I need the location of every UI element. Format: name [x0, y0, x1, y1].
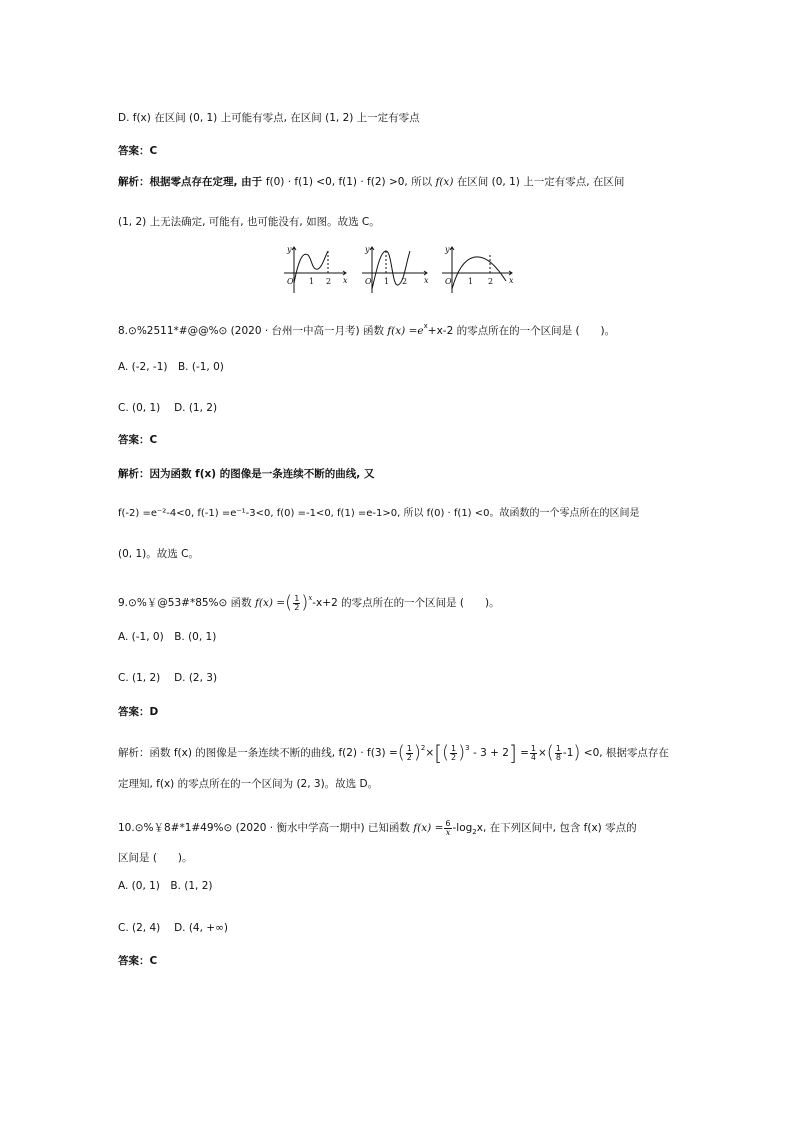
question-8-options-cd: C. (0, 1) D. (1, 2) — [118, 402, 218, 414]
explanation-text: 解析：函数 f(x) 的图像是一条连续不断的曲线, f(2) · f(3) = — [118, 747, 398, 759]
function-expression: f(x) =e — [387, 325, 424, 337]
answer-q7 — [118, 143, 157, 159]
explanation-q8-line2: f(-2) =e⁻²-4<0, f(-1) =e⁻¹-3<0, f(0) =-1<0, f(1) =e-1>0, 所以 f(0) · f(1) <0。故函数的一个零点所在的区间是 — [118, 508, 640, 519]
x-label-2: x — [424, 276, 429, 285]
stem-text-2: x, 在下列区间中, 包含 f(x) 零点的 — [476, 822, 637, 834]
answer-value: C — [149, 145, 158, 157]
answer-q9: 答案：D — [118, 706, 159, 718]
stem-text-2: +x-2 的零点所在的一个区间是 ( )。 — [427, 325, 616, 337]
tick-2-1: 1 — [384, 277, 390, 286]
y-label-2: y — [365, 245, 370, 254]
stem-text: 9.⊙%￥@53#*85%⊙ 函数 — [118, 597, 256, 609]
answer-label: 答案： — [118, 145, 150, 157]
question-10-stem: 10.⊙%￥8#*1#49%⊙ (2020 · 衡水中学高一期中) 已知函数 f(x) = $\frac{6}{x}$ $-\log_2x$, 在下列区间中, 包含 f(x) 零点的 — [118, 818, 637, 837]
question-10-stem-line2: 区间是 ( )。 — [118, 852, 193, 864]
explanation-math: f(0) · f(1) <0, f(1) · f(2) >0, 所以 — [265, 176, 436, 188]
question-10-options-ab: A. (0, 1) B. (1, 2) — [118, 880, 213, 892]
x-label-3: x — [509, 276, 514, 285]
question-9-options-ab: A. (-1, 0) B. (0, 1) — [118, 631, 217, 643]
fraction-6-over-x: $\frac{6}{x}$ — [445, 818, 451, 837]
explanation-q8-line3: (0, 1)。故选 C。 — [118, 548, 199, 560]
explanation-q7-line1 — [118, 174, 624, 190]
function-expression: f(x) = — [413, 822, 444, 834]
explanation-q7-line2: (1, 2) 上无法确定, 可能有, 也可能没有, 如图。故选 C。 — [118, 216, 380, 228]
explanation-text: 解析：根据零点存在定理, 由于 — [118, 176, 266, 188]
question-8-options-ab: A. (-2, -1) B. (-1, 0) — [118, 361, 224, 373]
graph-3 — [442, 247, 512, 293]
y-label-1: y — [287, 245, 292, 254]
tick-1-1: 1 — [309, 277, 315, 286]
function-expression: f(x) = — [255, 597, 286, 609]
stem-text-2: -x+2 的零点所在的一个区间是 ( )。 — [312, 597, 500, 609]
option-d-q7: D. f(x) 在区间 (0, 1) 上可能有零点, 在区间 (1, 2) 上一定有零点 — [118, 112, 420, 124]
fx-symbol: f(x) — [435, 176, 454, 188]
y-label-3: y — [445, 245, 450, 254]
exponent: x — [308, 594, 313, 602]
origin-1: O — [287, 277, 294, 286]
explanation-q9-line2: 定理知, f(x) 的零点所在的一个区间为 (2, 3)。故选 D。 — [118, 778, 379, 790]
tick-3-1: 1 — [468, 277, 474, 286]
fraction-half: $\frac{1}{2}$ — [294, 593, 300, 612]
tick-1-2: 2 — [326, 277, 332, 286]
answer-q10: 答案：C — [118, 955, 158, 967]
origin-3: O — [445, 277, 452, 286]
question-8-stem — [118, 318, 615, 339]
x-label-1: x — [343, 276, 348, 285]
explanation-q9-line1: 解析：函数 f(x) 的图像是一条连续不断的曲线, f(2) · f(3) =( $\frac{1}{2}$ )$^2$×[( $\frac{1}{2}$ )$^3$ - 3 + 2] = $\frac{1}{4}$ ×( $\frac{1}{8}$ -1) <0, 根据零点存在 — [118, 741, 669, 765]
explanation-q8-line1: 解析：因为函数 f(x) 的图像是一条连续不断的曲线, 又 — [118, 468, 375, 480]
graph-2 — [362, 247, 427, 293]
answer-q8: 答案：C — [118, 434, 158, 446]
zero-point-graphs — [282, 243, 514, 295]
tick-3-2: 2 — [488, 277, 494, 286]
question-9-options-cd: C. (1, 2) D. (2, 3) — [118, 672, 218, 684]
explanation-text-2: <0, 根据零点存在 — [580, 747, 669, 759]
stem-text: 10.⊙%￥8#*1#49%⊙ (2020 · 衡水中学高一期中) 已知函数 — [118, 822, 414, 834]
tick-2-2: 2 — [402, 277, 408, 286]
question-10-options-cd: C. (2, 4) D. (4, +∞) — [118, 922, 228, 934]
stem-text: 8.⊙%2511*#@@%⊙ (2020 · 台州一中高一月考) 函数 — [118, 325, 388, 337]
origin-2: O — [365, 277, 372, 286]
question-9-stem: 9.⊙%￥@53#*85%⊙ 函数 f(x) =( $\frac{1}{2}$ )$^x$-x+2 的零点所在的一个区间是 ( )。 — [118, 592, 500, 613]
explanation-text-2: 在区间 (0, 1) 上一定有零点, 在区间 — [453, 176, 625, 188]
exponent: x — [423, 322, 428, 330]
graph-1 — [284, 247, 346, 293]
